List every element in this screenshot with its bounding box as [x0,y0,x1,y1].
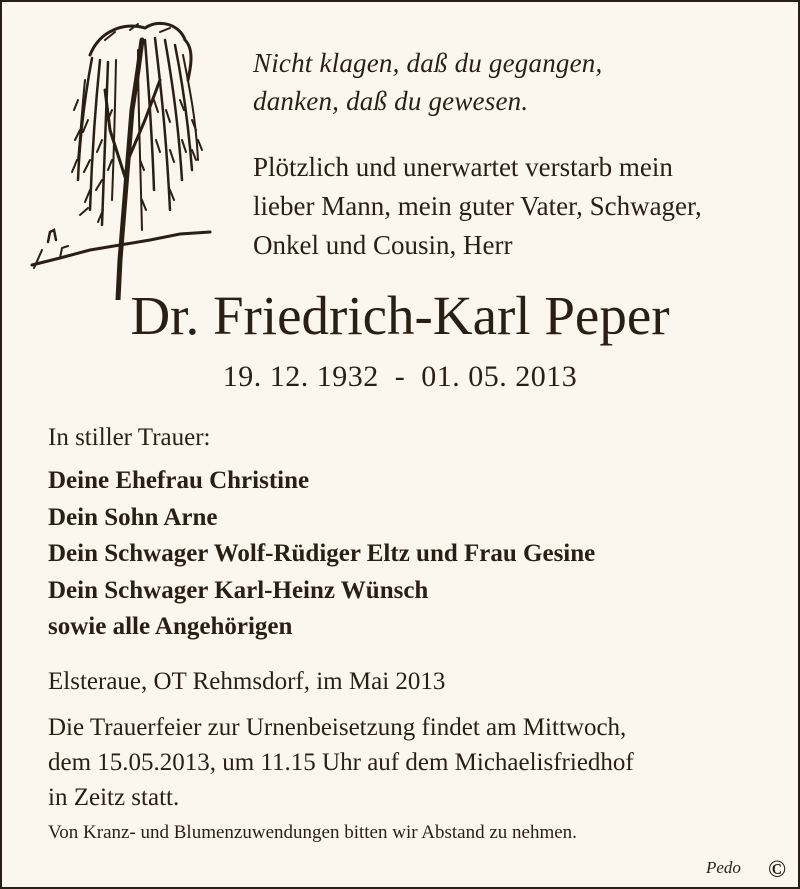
service-line: Die Trauerfeier zur Urnenbeisetzung findet am Mittwoch, [48,714,627,741]
mourning-intro: In stiller Trauer: [48,424,211,451]
mourner-item: Dein Schwager Karl-Heinz Wünsch [48,576,429,604]
designer-signature: Pedo [706,858,741,877]
announcement-line: lieber Mann, mein guter Vater, Schwager, [253,191,702,221]
mourner-item: Dein Schwager Wolf-Rüdiger Eltz und Frau Gesine [48,540,596,567]
flower-note: Von Kranz- und Blumenzuwendungen bitten wir Abstand zu nehmen. [48,822,577,843]
copyright-icon: © [768,857,786,883]
mourner-item: sowie alle Angehörigen [48,613,293,640]
memorial-quote [253,44,602,120]
service-line: dem 15.05.2013, um 11.15 Uhr auf dem Michaelisfriedhof [48,749,634,776]
mourner-item: Deine Ehefrau Christine [48,467,310,494]
quote-line: danken, daß du gewesen. [253,86,529,116]
quote-line: Nicht klagen, daß du gegangen, [253,48,603,78]
death-announcement [253,148,702,265]
announcement-line: Onkel und Cousin, Herr [253,230,513,260]
place-and-date: Elsteraue, OT Rehmsdorf, im Mai 2013 [48,668,446,695]
life-dates: 19. 12. 1932 - 01. 05. 2013 [222,360,578,393]
weeping-willow-icon [20,10,220,300]
service-line: in Zeitz statt. [48,784,180,811]
deceased-name: Dr. Friedrich-Karl Peper [130,285,670,346]
funeral-service-info [48,710,634,815]
mourner-item: Dein Sohn Arne [48,503,218,531]
mourners-list [48,463,595,646]
announcement-line: Plötzlich und unerwartet verstarb mein [253,152,673,182]
